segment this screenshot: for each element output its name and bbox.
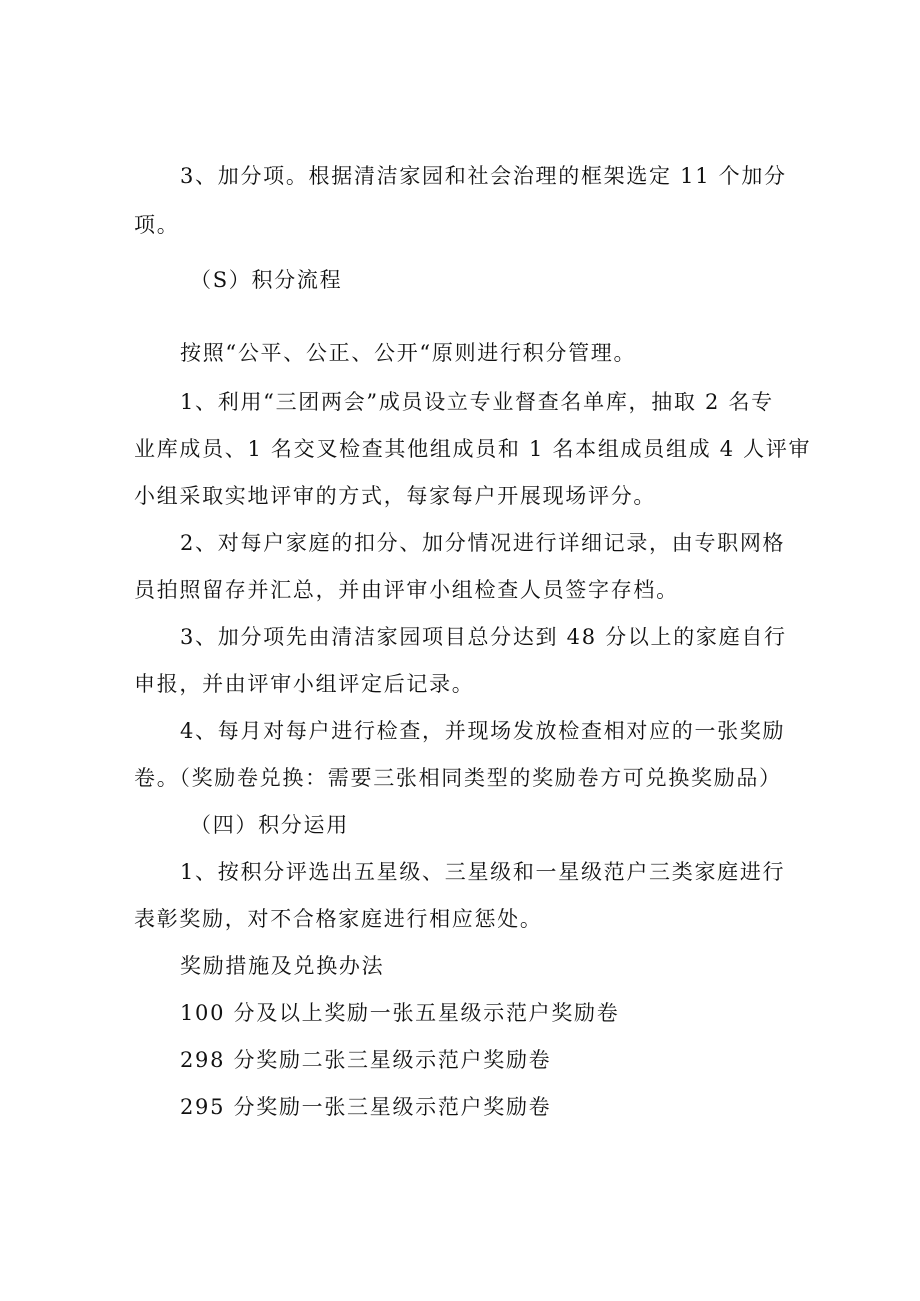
usage-heading: （四）积分运用 xyxy=(190,813,349,837)
reward-item-3: 295 分奖励一张三星级示范户奖励卷 xyxy=(180,1095,552,1119)
process-3-line-1: 3、加分项先由清洁家园项目总分达到 48 分以上的家庭自行 xyxy=(180,625,787,649)
reward-item-1: 100 分及以上奖励一张五星级示范户奖励卷 xyxy=(180,1001,620,1025)
process-1-line-1: 1、利用“三团两会”成员设立专业督查名单库，抽取 2 名专 xyxy=(180,390,774,414)
rewards-title: 奖励措施及兑换办法 xyxy=(180,954,385,978)
process-4-line-2: 卷。（奖励卷兑换：需要三张相同类型的奖励卷方可兑换奖励品） xyxy=(134,766,782,790)
principle-line: 按照“公平、公正、公开“原则进行积分管理。 xyxy=(180,341,637,365)
bonus-items-line-2: 项。 xyxy=(134,213,180,237)
process-4-line-1: 4、每月对每户进行检查，并现场发放检查相对应的一张奖励 xyxy=(180,719,786,743)
process-1-line-3: 小组采取实地评审的方式，每家每户开展现场评分。 xyxy=(134,484,657,508)
process-heading: （S）积分流程 xyxy=(190,268,343,292)
usage-1-line-2: 表彰奖励，对不合格家庭进行相应惩处。 xyxy=(134,907,543,931)
reward-item-2: 298 分奖励二张三星级示范户奖励卷 xyxy=(180,1048,552,1072)
bonus-items-line-1: 3、加分项。根据清洁家园和社会治理的框架选定 11 个加分 xyxy=(180,164,787,188)
process-1-line-2: 业库成员、1 名交叉检查其他组成员和 1 名本组成员组成 4 人评审 xyxy=(134,437,812,461)
process-2-line-2: 员拍照留存并汇总，并由评审小组检查人员签字存档。 xyxy=(134,578,679,602)
usage-1-line-1: 1、按积分评选出五星级、三星级和一星级范户三类家庭进行 xyxy=(180,860,786,884)
process-2-line-1: 2、对每户家庭的扣分、加分情况进行详细记录，由专职网格 xyxy=(180,531,786,555)
process-3-line-2: 申报，并由评审小组评定后记录。 xyxy=(134,672,475,696)
